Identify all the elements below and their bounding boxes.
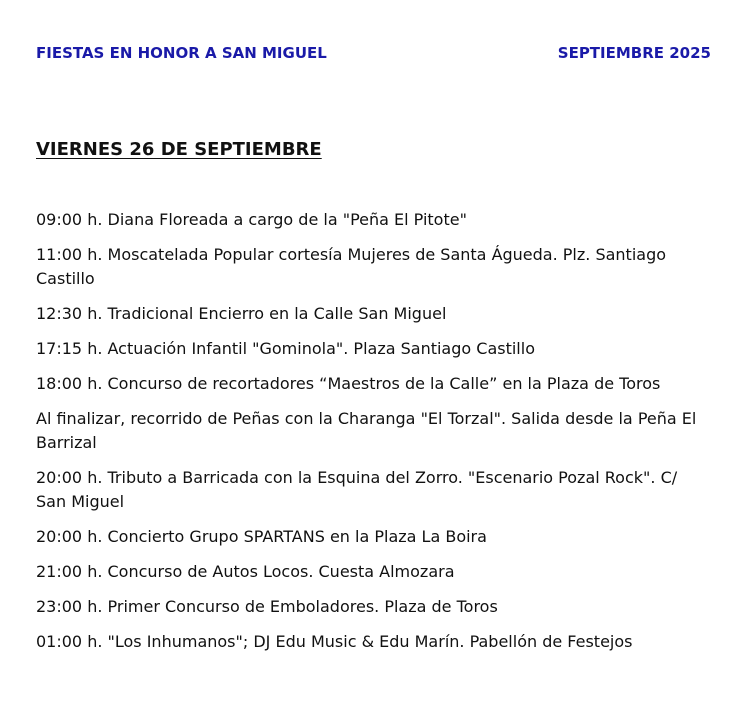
festival-date: SEPTIEMBRE 2025 <box>557 44 711 62</box>
festival-title: FIESTAS EN HONOR A SAN MIGUEL <box>36 44 327 62</box>
event-item: Al finalizar, recorrido de Peñas con la Charanga "El Torzal". Salida desde la Peña El Barrizal <box>36 409 697 452</box>
event-item: 20:00 h. Concierto Grupo SPARTANS en la Plaza La Boira <box>36 527 487 546</box>
event-item: 01:00 h. "Los Inhumanos"; DJ Edu Music & Edu Marín. Pabellón de Festejos <box>36 632 633 651</box>
event-list <box>36 208 711 665</box>
page-header <box>36 44 711 62</box>
event-item: 20:00 h. Tributo a Barricada con la Esquina del Zorro. "Escenario Pozal Rock". C/ San Miguel <box>36 468 678 511</box>
day-title: VIERNES 26 DE SEPTIEMBRE <box>36 139 322 160</box>
event-item: 21:00 h. Concurso de Autos Locos. Cuesta Almozara <box>36 562 455 581</box>
event-item: 23:00 h. Primer Concurso de Emboladores. Plaza de Toros <box>36 597 498 616</box>
event-item: 09:00 h. Diana Floreada a cargo de la "Peña El Pitote" <box>36 210 467 229</box>
event-item: 17:15 h. Actuación Infantil "Gominola". Plaza Santiago Castillo <box>36 339 535 358</box>
event-item: 11:00 h. Moscatelada Popular cortesía Mujeres de Santa Águeda. Plz. Santiago Castillo <box>36 245 667 288</box>
event-item: 18:00 h. Concurso de recortadores “Maestros de la Calle” en la Plaza de Toros <box>36 374 661 393</box>
event-item: 12:30 h. Tradicional Encierro en la Calle San Miguel <box>36 304 447 323</box>
